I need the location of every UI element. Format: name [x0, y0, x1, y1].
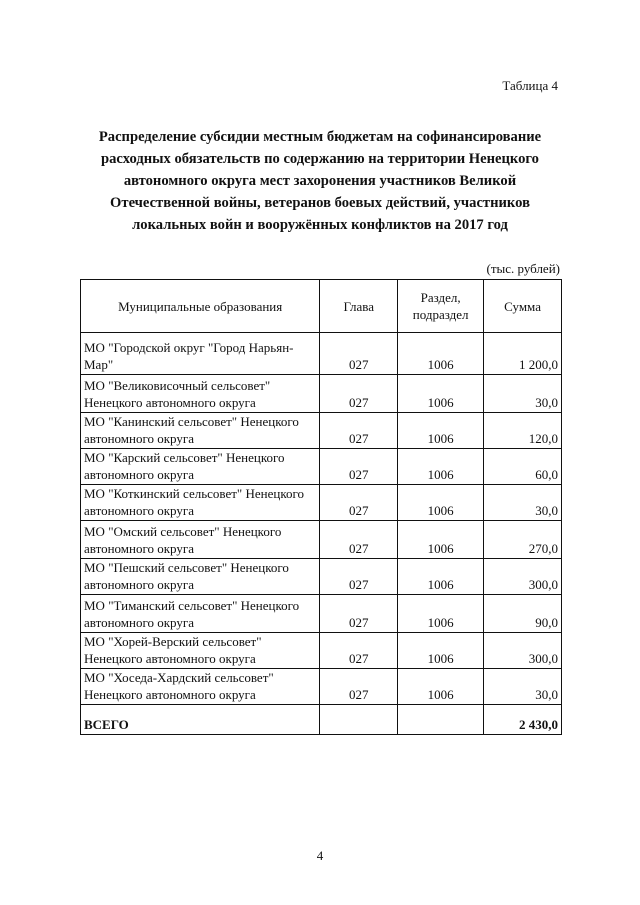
section-cell: 1006 — [398, 521, 484, 559]
column-header-section: Раздел, подраздел — [398, 280, 484, 333]
table-row — [81, 485, 562, 521]
municipality-cell: МО "Омский сельсовет" Ненецкого автономного округа — [81, 521, 320, 559]
table-row — [81, 521, 562, 559]
total-sum: 2 430,0 — [484, 705, 562, 735]
units-label: (тыс. рублей) — [486, 261, 560, 276]
sum-cell: 270,0 — [484, 521, 562, 559]
municipality-cell: МО "Великовисочный сельсовет" Ненецкого автономного округа — [81, 375, 320, 413]
column-header-municipality: Муниципальные образования — [81, 280, 320, 333]
chapter-cell: 027 — [320, 413, 398, 449]
total-chapter-cell — [320, 705, 398, 735]
sum-cell: 300,0 — [484, 633, 562, 669]
section-cell: 1006 — [398, 375, 484, 413]
table-number-label: Таблица 4 — [502, 78, 558, 93]
total-label: ВСЕГО — [81, 705, 320, 735]
section-cell: 1006 — [398, 633, 484, 669]
sum-cell: 1 200,0 — [484, 333, 562, 375]
section-cell: 1006 — [398, 333, 484, 375]
section-cell: 1006 — [398, 413, 484, 449]
municipality-cell: МО "Тиманский сельсовет" Ненецкого автономного округа — [81, 595, 320, 633]
table-row — [81, 375, 562, 413]
document-title: Распределение субсидии местным бюджетам на софинансирование расходных обязательств по содержанию на территории Ненецкого автономного округа мест захоронения участников Великой Отечественной войны, ветеранов боевых действий, участников локальных войн и вооружённых конфликтов на 2017 год — [98, 129, 542, 233]
table-row — [81, 333, 562, 375]
chapter-cell: 027 — [320, 375, 398, 413]
municipality-cell: МО "Коткинский сельсовет" Ненецкого автономного округа — [81, 485, 320, 521]
section-cell: 1006 — [398, 595, 484, 633]
table-row — [81, 595, 562, 633]
chapter-cell: 027 — [320, 559, 398, 595]
chapter-cell: 027 — [320, 485, 398, 521]
total-row — [81, 705, 562, 735]
table-row — [81, 413, 562, 449]
municipality-cell: МО "Городской округ "Город Нарьян-Мар" — [81, 333, 320, 375]
sum-cell: 30,0 — [484, 485, 562, 521]
table-row — [81, 449, 562, 485]
chapter-cell: 027 — [320, 449, 398, 485]
municipality-cell: МО "Карский сельсовет" Ненецкого автономного округа — [81, 449, 320, 485]
section-cell: 1006 — [398, 559, 484, 595]
table-row — [81, 559, 562, 595]
sum-cell: 60,0 — [484, 449, 562, 485]
page-number: 4 — [316, 848, 324, 863]
sum-cell: 120,0 — [484, 413, 562, 449]
section-cell: 1006 — [398, 669, 484, 705]
municipality-cell: МО "Пешский сельсовет" Ненецкого автономного округа — [81, 559, 320, 595]
chapter-cell: 027 — [320, 669, 398, 705]
chapter-cell: 027 — [320, 633, 398, 669]
section-cell: 1006 — [398, 485, 484, 521]
municipality-cell: МО "Хоседа-Хардский сельсовет" Ненецкого автономного округа — [81, 669, 320, 705]
total-section-cell — [398, 705, 484, 735]
sum-cell: 30,0 — [484, 669, 562, 705]
chapter-cell: 027 — [320, 521, 398, 559]
sum-cell: 30,0 — [484, 375, 562, 413]
section-cell: 1006 — [398, 449, 484, 485]
table-header-row — [81, 280, 562, 333]
column-header-chapter: Глава — [320, 280, 398, 333]
chapter-cell: 027 — [320, 333, 398, 375]
sum-cell: 300,0 — [484, 559, 562, 595]
subsidy-distribution-table — [80, 279, 562, 735]
chapter-cell: 027 — [320, 595, 398, 633]
municipality-cell: МО "Хорей-Верский сельсовет" Ненецкого автономного округа — [81, 633, 320, 669]
table-row — [81, 669, 562, 705]
municipality-cell: МО "Канинский сельсовет" Ненецкого автономного округа — [81, 413, 320, 449]
column-header-sum: Сумма — [484, 280, 562, 333]
table-row — [81, 633, 562, 669]
sum-cell: 90,0 — [484, 595, 562, 633]
